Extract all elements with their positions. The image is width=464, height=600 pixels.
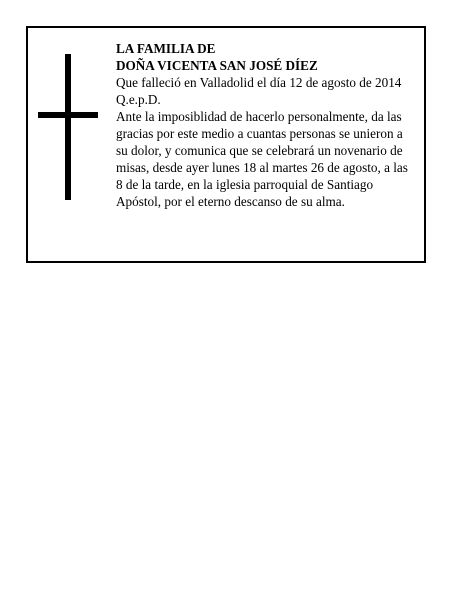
latin-cross-icon (38, 54, 98, 200)
body-line: Apóstol, por el eterno descanso de su alma. (116, 194, 345, 209)
qepd-text: Q.e.p.D. (116, 92, 161, 107)
death-announcement: Que falleció en Valladolid el día 12 de agosto de 2014 (116, 75, 402, 90)
body-line: su dolor, y comunica que se celebrará un novenario de (116, 143, 403, 158)
obituary-notice (26, 26, 426, 263)
cross-vertical-bar (65, 54, 71, 200)
body-line: misas, desde ayer lunes 18 al martes 26 de agosto, a las (116, 160, 408, 175)
body-line: 8 de la tarde, en la iglesia parroquial de Santiago (116, 177, 374, 192)
body-line: Ante la imposiblidad de hacerlo personalmente, da las (116, 109, 402, 124)
body-line: gracias por este medio a cuantas personas se unieron a (116, 126, 403, 141)
heading-family: LA FAMILIA DE (116, 41, 216, 56)
heading-deceased-name: DOÑA VICENTA SAN JOSÉ DÍEZ (116, 58, 318, 73)
notice-text (116, 40, 424, 210)
cross-horizontal-bar (38, 112, 98, 118)
